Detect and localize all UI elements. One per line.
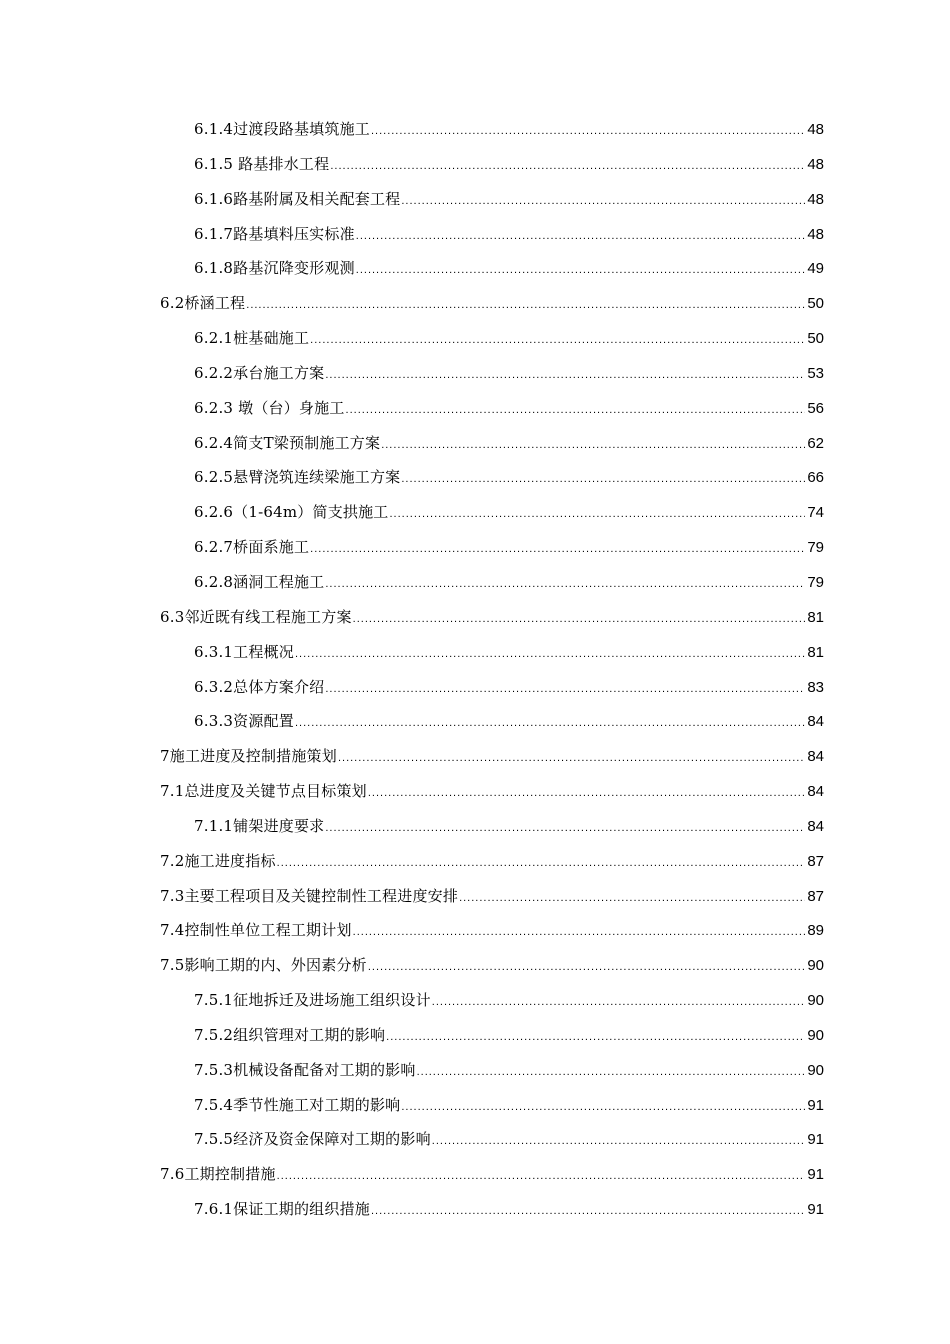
toc-entry[interactable] bbox=[160, 466, 824, 501]
toc-entry-page-number: 81 bbox=[807, 608, 824, 626]
toc-entry-title: 7施工进度及控制措施策划 bbox=[160, 747, 337, 766]
toc-entry-title: 7.5.3机械设备配备对工期的影响 bbox=[194, 1060, 416, 1079]
toc-entry-title: 7.2施工进度指标 bbox=[160, 851, 276, 870]
toc-entry-title: 7.6工期控制措施 bbox=[160, 1165, 276, 1184]
toc-dot-leader bbox=[401, 1096, 805, 1118]
toc-entry-page-number: 62 bbox=[807, 434, 824, 452]
toc-dot-leader bbox=[401, 468, 805, 490]
toc-entry-page-number: 48 bbox=[807, 155, 824, 173]
toc-dot-leader bbox=[386, 1026, 805, 1048]
toc-entry[interactable] bbox=[160, 1024, 824, 1059]
toc-entry-page-number: 91 bbox=[807, 1131, 824, 1149]
toc-entry-title: 6.3.3资源配置 bbox=[194, 712, 294, 731]
toc-entry-page-number: 91 bbox=[807, 1201, 824, 1219]
toc-entry[interactable] bbox=[160, 501, 824, 536]
toc-dot-leader bbox=[390, 503, 806, 525]
toc-entry[interactable] bbox=[160, 153, 824, 188]
toc-entry-page-number: 48 bbox=[807, 121, 824, 138]
toc-entry-page-number: 79 bbox=[807, 573, 824, 591]
toc-entry-page-number: 48 bbox=[807, 190, 824, 208]
toc-entry[interactable] bbox=[160, 1163, 824, 1198]
toc-entry[interactable] bbox=[160, 1128, 824, 1163]
toc-entry[interactable] bbox=[160, 292, 824, 327]
toc-entry-title: 7.5.1征地拆迁及进场施工组织设计 bbox=[194, 991, 431, 1010]
toc-entry[interactable] bbox=[160, 745, 824, 780]
toc-entry-title: 6.1.8路基沉降变形观测 bbox=[194, 259, 355, 278]
toc-entry-title: 7.1总进度及关键节点目标策划 bbox=[160, 782, 367, 801]
toc-dot-leader bbox=[417, 1061, 805, 1083]
toc-dot-leader bbox=[353, 608, 805, 630]
toc-entry-title: 7.5.4季节性施工对工期的影响 bbox=[194, 1095, 401, 1114]
toc-dot-leader bbox=[295, 643, 805, 665]
toc-entry-title: 6.1.7路基填料压实标准 bbox=[194, 224, 355, 243]
toc-entry-title: 6.1.4过渡段路基填筑施工 bbox=[194, 120, 370, 138]
toc-dot-leader bbox=[325, 678, 805, 700]
toc-dot-leader bbox=[325, 364, 805, 386]
toc-dot-leader bbox=[371, 1200, 805, 1222]
toc-dot-leader bbox=[346, 399, 805, 421]
toc-entry-page-number: 87 bbox=[807, 887, 824, 905]
toc-dot-leader bbox=[401, 190, 805, 212]
toc-entry-page-number: 90 bbox=[807, 992, 824, 1010]
toc-dot-leader bbox=[277, 852, 805, 874]
toc-entry[interactable] bbox=[160, 815, 824, 850]
toc-entry[interactable] bbox=[160, 571, 824, 606]
toc-entry-title: 6.3邻近既有线工程施工方案 bbox=[160, 607, 352, 626]
toc-entry-page-number: 84 bbox=[807, 748, 824, 766]
toc-entry[interactable] bbox=[160, 397, 824, 432]
toc-entry-title: 6.2.8涵洞工程施工 bbox=[194, 572, 325, 591]
toc-entry-title: 6.1.6路基附属及相关配套工程 bbox=[194, 189, 401, 208]
toc-entry-title: 6.2.4简支T梁预制施工方案 bbox=[194, 433, 381, 452]
toc-entry-page-number: 84 bbox=[807, 783, 824, 801]
toc-dot-leader bbox=[330, 155, 805, 177]
toc-entry[interactable] bbox=[160, 710, 824, 745]
toc-entry-page-number: 50 bbox=[807, 330, 824, 348]
toc-dot-leader bbox=[295, 712, 805, 734]
toc-entry-title: 6.2.1桩基础施工 bbox=[194, 329, 310, 348]
toc-entry[interactable] bbox=[160, 1059, 824, 1094]
toc-dot-leader bbox=[325, 817, 805, 839]
toc-entry[interactable] bbox=[160, 536, 824, 571]
toc-dot-leader bbox=[310, 538, 805, 560]
toc-entry-page-number: 84 bbox=[807, 713, 824, 731]
toc-dot-leader bbox=[325, 573, 805, 595]
toc-entry-title: 6.1.5 路基排水工程 bbox=[194, 154, 330, 173]
toc-entry-title: 7.5.2组织管理对工期的影响 bbox=[194, 1025, 386, 1044]
toc-entry-title: 6.2.3 墩（台）身施工 bbox=[194, 398, 345, 417]
toc-entry-page-number: 74 bbox=[807, 504, 824, 522]
toc-entry[interactable] bbox=[160, 188, 824, 223]
toc-entry-title: 7.4控制性单位工程工期计划 bbox=[160, 921, 352, 940]
toc-entry-title: 6.2.2承台施工方案 bbox=[194, 363, 325, 382]
toc-entry-page-number: 91 bbox=[807, 1166, 824, 1184]
toc-dot-leader bbox=[381, 434, 805, 456]
toc-entry-page-number: 79 bbox=[807, 539, 824, 557]
toc-entry-page-number: 90 bbox=[807, 957, 824, 975]
toc-dot-leader bbox=[277, 1165, 805, 1187]
toc-dot-leader bbox=[459, 887, 805, 909]
toc-entry-title: 7.6.1保证工期的组织措施 bbox=[194, 1200, 370, 1219]
toc-entry-page-number: 90 bbox=[807, 1026, 824, 1044]
toc-entry-title: 6.2.6（1-64m）简支拱施工 bbox=[194, 503, 389, 522]
toc-entry-title: 6.3.2总体方案介绍 bbox=[194, 677, 325, 696]
toc-entry-title: 7.5.5经济及资金保障对工期的影响 bbox=[194, 1130, 431, 1149]
toc-entry-title: 6.2.5悬臂浇筑连续梁施工方案 bbox=[194, 468, 401, 487]
toc-entry[interactable] bbox=[160, 606, 824, 641]
toc-entry[interactable] bbox=[160, 780, 824, 815]
toc-entry[interactable] bbox=[160, 327, 824, 362]
toc-entry-page-number: 83 bbox=[807, 678, 824, 696]
toc-entry-page-number: 66 bbox=[807, 469, 824, 487]
toc-entry[interactable] bbox=[160, 676, 824, 711]
toc-dot-leader bbox=[353, 921, 805, 943]
toc-entry-page-number: 53 bbox=[807, 364, 824, 382]
toc-entry[interactable] bbox=[160, 432, 824, 467]
toc-dot-leader bbox=[246, 294, 805, 316]
toc-entry-title: 7.3主要工程项目及关键控制性工程进度安排 bbox=[160, 886, 459, 905]
toc-entry-page-number: 50 bbox=[807, 295, 824, 313]
toc-dot-leader bbox=[356, 259, 805, 281]
toc-entry-page-number: 91 bbox=[807, 1096, 824, 1114]
toc-dot-leader bbox=[432, 991, 805, 1013]
toc-entry[interactable] bbox=[160, 118, 824, 153]
toc-entry-page-number: 56 bbox=[807, 399, 824, 417]
toc-entry-title: 6.2.7桥面系施工 bbox=[194, 538, 310, 557]
toc-dot-leader bbox=[432, 1130, 805, 1152]
toc-entry[interactable] bbox=[160, 850, 824, 885]
toc-dot-leader bbox=[310, 329, 805, 351]
toc-entry-page-number: 90 bbox=[807, 1061, 824, 1079]
toc-entry[interactable] bbox=[160, 362, 824, 397]
toc-entry[interactable] bbox=[160, 989, 824, 1024]
toc-dot-leader bbox=[368, 956, 805, 978]
toc-dot-leader bbox=[356, 225, 805, 247]
toc-entry-page-number: 89 bbox=[807, 922, 824, 940]
toc-entry[interactable] bbox=[160, 223, 824, 258]
toc-entry-title: 7.1.1铺架进度要求 bbox=[194, 816, 325, 835]
toc-entry[interactable] bbox=[160, 1094, 824, 1129]
toc-entry[interactable] bbox=[160, 954, 824, 989]
toc-entry-title: 6.2桥涵工程 bbox=[160, 294, 246, 313]
toc-entry-page-number: 84 bbox=[807, 817, 824, 835]
toc-dot-leader bbox=[368, 782, 805, 804]
toc-entry-page-number: 87 bbox=[807, 852, 824, 870]
toc-entry-page-number: 48 bbox=[807, 225, 824, 243]
toc-dot-leader bbox=[371, 120, 805, 142]
toc-entry[interactable] bbox=[160, 919, 824, 954]
toc-dot-leader bbox=[338, 747, 805, 769]
toc-entry[interactable] bbox=[160, 641, 824, 676]
toc-entry[interactable] bbox=[160, 257, 824, 292]
toc-entry-page-number: 49 bbox=[807, 260, 824, 278]
toc-entry-title: 7.5影响工期的内、外因素分析 bbox=[160, 956, 367, 975]
toc-entry-title: 6.3.1工程概况 bbox=[194, 642, 294, 661]
table-of-contents bbox=[160, 118, 824, 1233]
toc-entry[interactable] bbox=[160, 1198, 824, 1233]
toc-entry-page-number: 81 bbox=[807, 643, 824, 661]
toc-entry[interactable] bbox=[160, 885, 824, 920]
